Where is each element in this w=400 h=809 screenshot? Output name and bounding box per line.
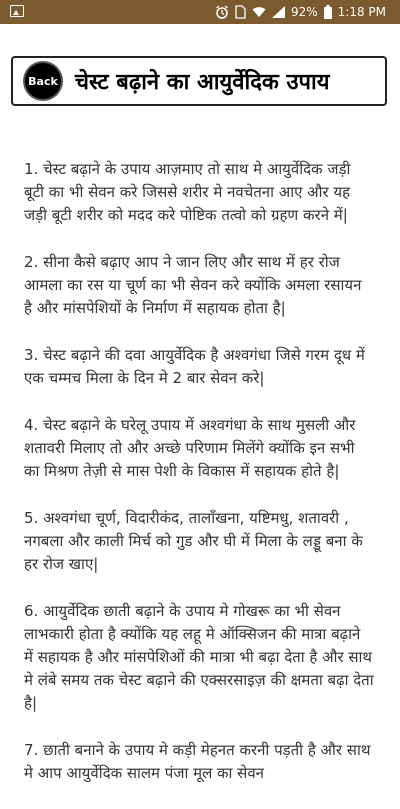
sim-icon (235, 5, 246, 19)
article-content (24, 158, 374, 809)
paragraph-6: 6. आयुर्वेदिक छाती बढ़ाने के उपाय मे गोखरू का भी सेवन लाभकारी होता है क्योंकि यह लहू मे ऑक्सिजन की मात्रा बढ़ाने में सहायक है और मांसपेशिओं की मात्रा भी बढ़ा देता है और साथ मे लंबे समय तक चेस्ट बढ़ाने की एक्सरसाइज़ की क्षमता बढ़ा देता है| (24, 602, 374, 712)
header-card (11, 56, 387, 106)
paragraph-5: 5. अश्वगंधा चूर्ण, विदारीकंद, तालाँखना, यष्टिमधु, शतावरी , नगबला और काली मिर्च को गुड और घी में मिला के लड्डू बना के हर रोज खाए| (24, 509, 363, 573)
battery-percent: 92% (290, 5, 318, 19)
paragraph-4: 4. चेस्ट बढ़ाने के घरेलू उपाय में अश्वगंधा के साथ मुसली और शतावरी मिलाए तो और अच्छे परिणाम मिलेंगे क्योंकि इन सभी का मिश्रण तेज़ी से मास पेशी के विकास में सहायक होते है| (24, 416, 356, 480)
page-title: चेस्ट बढ़ाने का आयुर्वेदिक उपाय (75, 70, 330, 95)
paragraph-2: 2. सीना कैसे बढ़ाए आप ने जान लिए और साथ में हर रोज आमला का रस या चूर्ण का भी सेवन करे क्योंकि अमला रसायन है और मांसपेशियों के निर्माण में सहायक होता है| (24, 253, 362, 317)
paragraph-3: 3. चेस्ट बढ़ाने की दवा आयुर्वेदिक है अश्वगंधा जिसे गरम दूध में एक चम्मच मिला के दिन मे 2 बार सेवन करे| (24, 346, 365, 387)
wifi-icon (252, 6, 266, 18)
gallery-icon (10, 5, 24, 17)
clock: 1:18 PM (337, 5, 386, 19)
paragraph-7: 7. छाती बनाने के उपाय मे कड़ी मेहनत करनी पड़ती है और साथ मे आप आयुर्वेदिक सालम पंजा मूल का सेवन (24, 741, 371, 782)
status-bar (0, 0, 400, 24)
alarm-icon (215, 5, 229, 19)
back-button[interactable]: Back (25, 63, 61, 99)
paragraph-1: 1. चेस्ट बढ़ाने के उपाय आज़माए तो साथ मे आयुर्वेदिक जड़ी बूटी का भी सेवन करे जिससे शरीर मे नवचेतना आए और यह जड़ी बूटी शरीर को मदद करे पोष्टिक तत्वो को ग्रहण करने में| (24, 160, 351, 224)
signal-icon (272, 6, 285, 18)
battery-icon (324, 5, 332, 19)
